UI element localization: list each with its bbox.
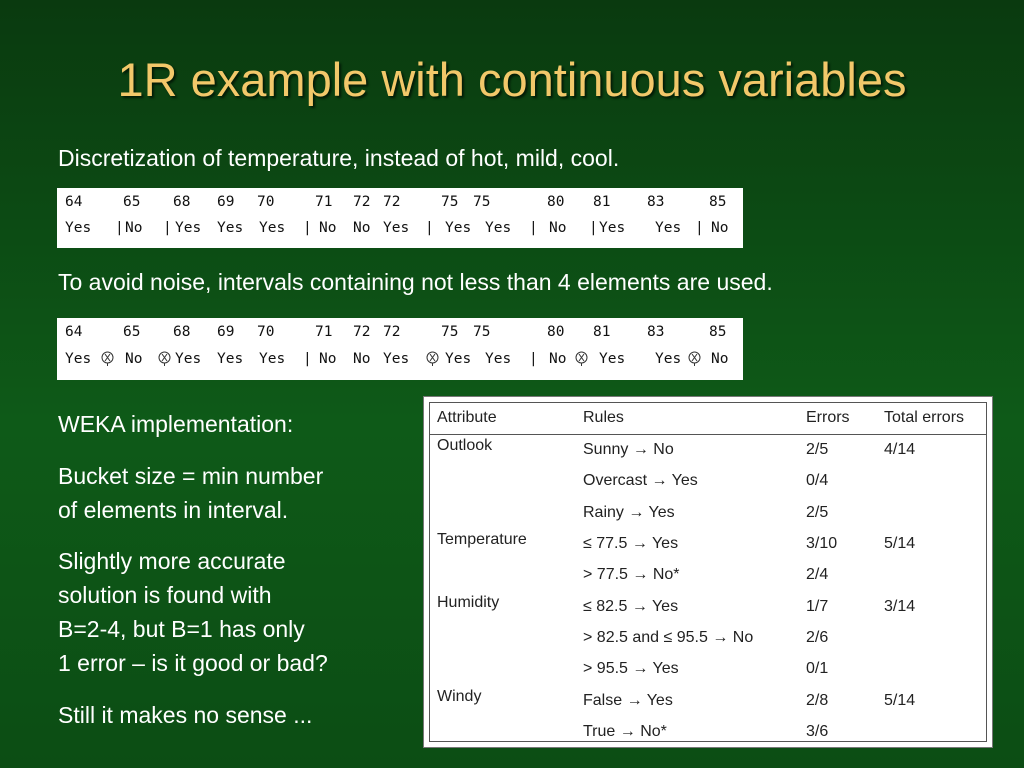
class-label: Yes: [445, 351, 472, 367]
attribute-cell: Humidity: [437, 594, 500, 611]
weka-table-inner: [429, 402, 987, 742]
errors-cell: 2/6: [806, 629, 829, 646]
temperature-values-box: [57, 188, 743, 248]
temperature-value: 71: [315, 194, 333, 210]
noise-text: To avoid noise, intervals containing not less than 4 elements are used.: [58, 269, 773, 295]
class-label: Yes: [383, 220, 410, 236]
temperature-value: 68: [173, 194, 191, 210]
errors-cell: 3/6: [806, 723, 829, 740]
no-sense-text: Still it makes no sense ...: [58, 702, 313, 728]
class-label: Yes: [175, 220, 202, 236]
header-total-errors: Total errors: [884, 409, 965, 426]
weka-heading: WEKA implementation:: [58, 411, 294, 437]
class-label: No: [711, 351, 729, 367]
temperature-value: 70: [257, 324, 275, 340]
errors-cell: 2/5: [806, 504, 829, 521]
temperature-value: 81: [593, 194, 611, 210]
temperature-value: 64: [65, 194, 83, 210]
temperature-value: 75: [473, 194, 491, 210]
header-divider: [430, 434, 986, 435]
temperature-value: 75: [473, 324, 491, 340]
temperature-value: 72: [383, 194, 401, 210]
temperature-value: 72: [353, 194, 371, 210]
errors-cell: 2/4: [806, 566, 829, 583]
class-label: No: [549, 351, 567, 367]
temperature-value: 85: [709, 324, 727, 340]
attribute-cell: Temperature: [437, 531, 527, 548]
interval-divider: |: [529, 220, 538, 236]
class-label: Yes: [485, 351, 512, 367]
accuracy-line1: Slightly more accurate: [58, 548, 286, 574]
header-rules: Rules: [583, 409, 624, 426]
class-label: Yes: [445, 220, 472, 236]
total-errors-cell: 5/14: [884, 692, 916, 709]
rule-cell: > 95.5 → Yes: [583, 660, 679, 677]
class-label: Yes: [599, 220, 626, 236]
temperature-value: 75: [441, 324, 459, 340]
temperature-value: 72: [383, 324, 401, 340]
interval-divider: |: [115, 220, 124, 236]
class-label: No: [549, 220, 567, 236]
total-errors-cell: 4/14: [884, 441, 916, 458]
errors-cell: 2/5: [806, 441, 829, 458]
errors-cell: 1/7: [806, 598, 829, 615]
interval-divider: |: [695, 220, 704, 236]
class-label: No: [125, 351, 143, 367]
temperature-value: 65: [123, 324, 141, 340]
class-label: Yes: [217, 351, 244, 367]
class-label: No: [319, 351, 337, 367]
rule-cell: ≤ 82.5 → Yes: [583, 598, 679, 615]
interval-separator-icon: [100, 351, 115, 371]
errors-cell: 3/10: [806, 535, 838, 552]
interval-separator-icon: [425, 351, 440, 371]
header-errors: Errors: [806, 409, 850, 426]
class-label: Yes: [485, 220, 512, 236]
rule-cell: > 77.5 → No*: [583, 566, 680, 583]
interval-separator-icon: [574, 351, 589, 371]
rule-cell: ≤ 77.5 → Yes: [583, 535, 679, 552]
class-label: No: [353, 220, 371, 236]
temperature-value: 65: [123, 194, 141, 210]
rule-cell: False → Yes: [583, 692, 673, 709]
attribute-cell: Windy: [437, 688, 482, 705]
rule-cell: > 82.5 and ≤ 95.5 → No: [583, 629, 754, 646]
class-label: No: [319, 220, 337, 236]
rule-cell: True → No*: [583, 723, 667, 740]
attribute-cell: Outlook: [437, 437, 493, 454]
accuracy-line4: 1 error – is it good or bad?: [58, 650, 328, 676]
class-label: Yes: [65, 220, 92, 236]
errors-cell: 2/8: [806, 692, 829, 709]
temperature-value: 69: [217, 324, 235, 340]
class-label: No: [353, 351, 371, 367]
interval-divider: |: [163, 220, 172, 236]
class-label: No: [125, 220, 143, 236]
errors-cell: 0/4: [806, 472, 829, 489]
interval-divider: |: [425, 220, 434, 236]
class-label: Yes: [259, 220, 286, 236]
temperature-value: 80: [547, 324, 565, 340]
temperature-value: 81: [593, 324, 611, 340]
class-label: Yes: [217, 220, 244, 236]
interval-separator-icon: [687, 351, 702, 371]
class-label: Yes: [599, 351, 626, 367]
rule-cell: Overcast → Yes: [583, 472, 698, 489]
bucket-size-line1: Bucket size = min number: [58, 463, 324, 489]
temperature-value: 69: [217, 194, 235, 210]
class-label: No: [711, 220, 729, 236]
interval-divider: |: [303, 351, 312, 367]
interval-divider: |: [589, 220, 598, 236]
temperature-value: 75: [441, 194, 459, 210]
temperature-value: 68: [173, 324, 191, 340]
temperature-value: 83: [647, 194, 665, 210]
temperature-value: 83: [647, 324, 665, 340]
class-label: Yes: [655, 351, 682, 367]
class-label: Yes: [175, 351, 202, 367]
discretization-text: Discretization of temperature, instead of hot, mild, cool.: [58, 145, 620, 171]
class-label: Yes: [259, 351, 286, 367]
temperature-value: 80: [547, 194, 565, 210]
class-label: Yes: [65, 351, 92, 367]
slide-title: 1R example with continuous variables: [117, 53, 907, 106]
total-errors-cell: 3/14: [884, 598, 916, 615]
temperature-value: 71: [315, 324, 333, 340]
interval-separator-icon: [157, 351, 172, 371]
interval-divider: |: [529, 351, 538, 367]
temperature-value: 70: [257, 194, 275, 210]
weka-rules-table: [423, 396, 993, 748]
header-attribute: Attribute: [437, 409, 497, 426]
rule-cell: Rainy → Yes: [583, 504, 675, 521]
class-label: Yes: [655, 220, 682, 236]
bucket-size-line2: of elements in interval.: [58, 497, 289, 523]
temperature-intervals-box: [57, 318, 743, 380]
accuracy-line2: solution is found with: [58, 582, 272, 608]
errors-cell: 0/1: [806, 660, 829, 677]
rule-cell: Sunny → No: [583, 441, 674, 458]
accuracy-line3: B=2-4, but B=1 has only: [58, 616, 305, 642]
class-label: Yes: [383, 351, 410, 367]
temperature-value: 64: [65, 324, 83, 340]
interval-divider: |: [303, 220, 312, 236]
temperature-value: 85: [709, 194, 727, 210]
temperature-value: 72: [353, 324, 371, 340]
total-errors-cell: 5/14: [884, 535, 916, 552]
